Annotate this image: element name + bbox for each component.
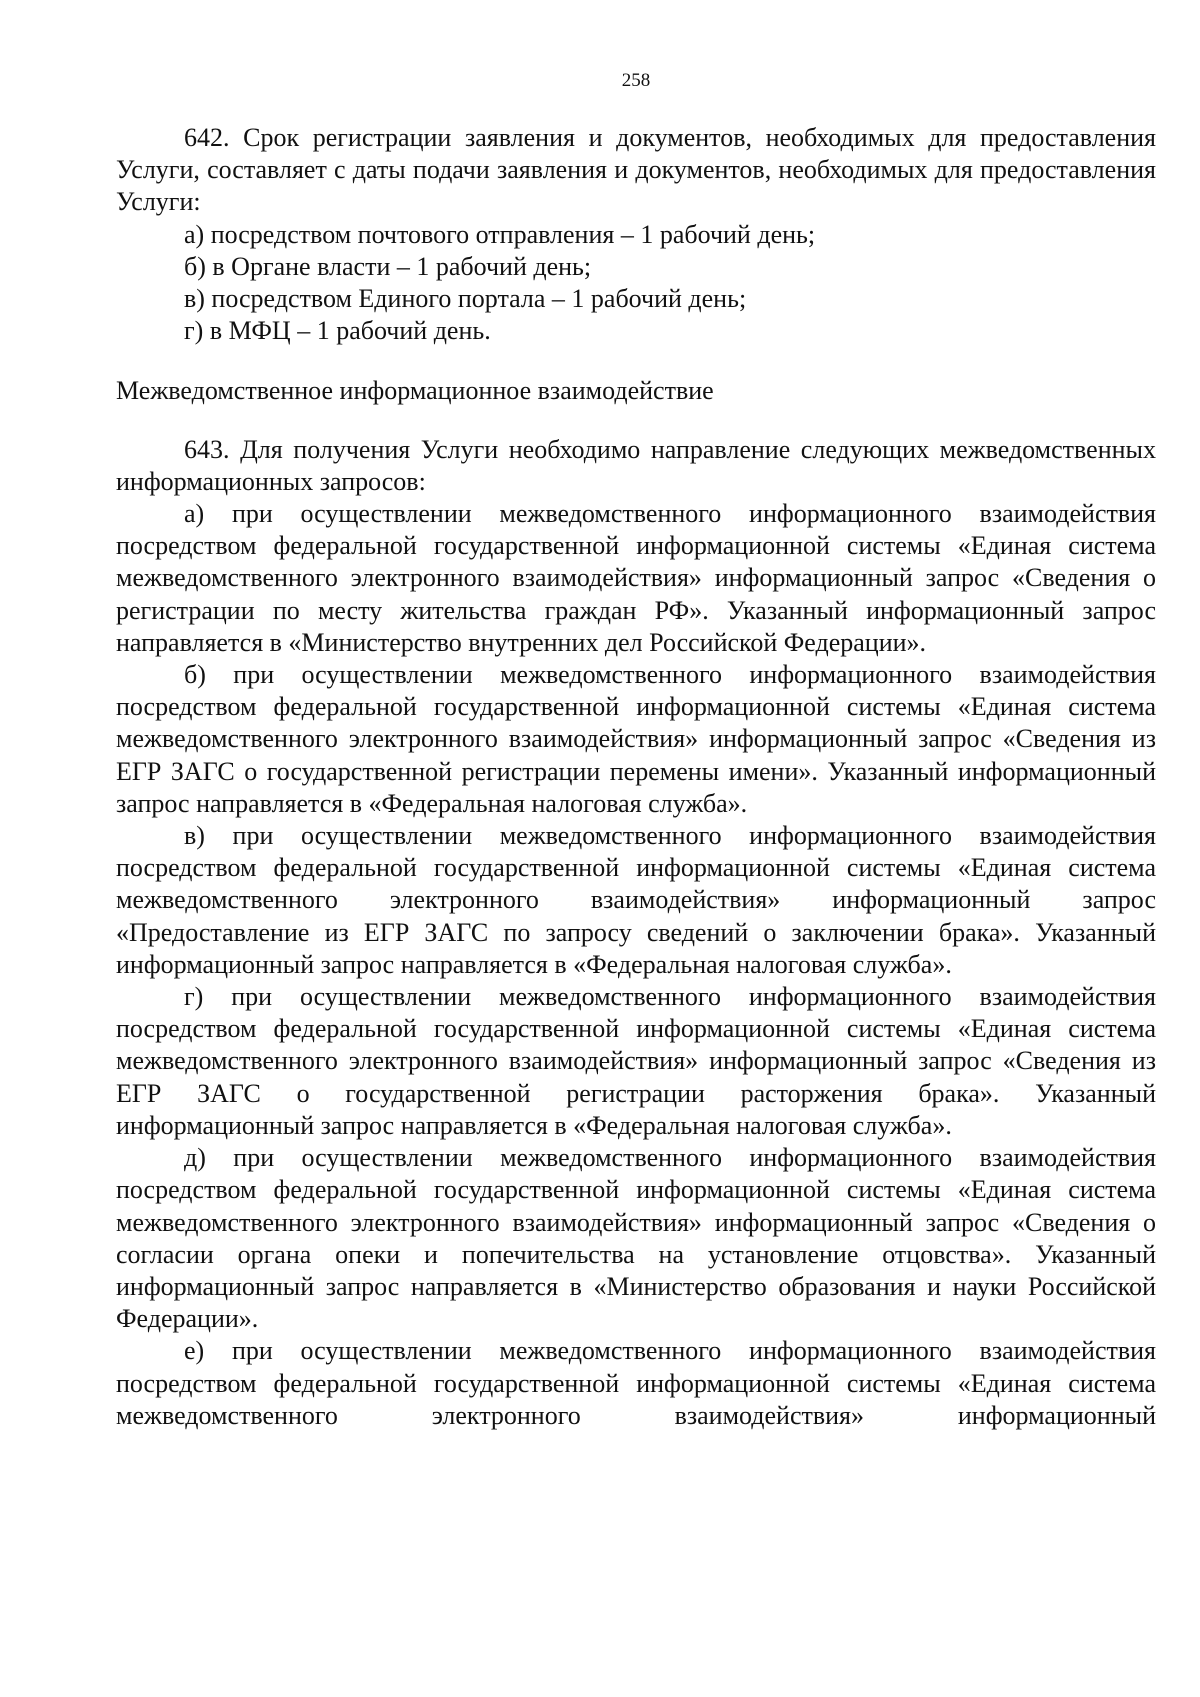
list-item-643-b: б) при осуществлении межведомственного информационного взаимодействия посредством федеральной государственной информационной системы «Единая система межведомственного электронного взаимодействия» информационный запрос «Сведения из ЕГР ЗАГС о государственной регистрации перемены имени». Указанный информационный запрос направляется в «Федеральная налоговая служба». [116, 660, 1156, 818]
paragraph-642: 642. Срок регистрации заявления и документов, необходимых для предоставления Услуги, составляет с даты подачи заявления и документов, необходимых для предоставления Услуги: [116, 123, 1156, 217]
list-item-642-a: а) посредством почтового отправления – 1 рабочий день; [184, 219, 816, 249]
paragraph-643: 643. Для получения Услуги необходимо направление следующих межведомственных информационных запросов: [116, 434, 1156, 496]
list-item-642-g: г) в МФЦ – 1 рабочий день. [184, 316, 491, 346]
list-item-643-g: г) при осуществлении межведомственного информационного взаимодействия посредством федеральной государственной информационной системы «Единая система межведомственного электронного взаимодействия» информационный запрос «Сведения из ЕГР ЗАГС о государственной регистрации расторжения брака». Указанный информационный запрос направляется в «Федеральная налоговая служба». [116, 982, 1156, 1140]
list-item-643-a: а) при осуществлении межведомственного информационного взаимодействия посредством федеральной государственной информационной системы «Единая система межведомственного электронного взаимодействия» информационный запрос «Сведения о регистрации по месту жительства граждан РФ». Указанный информационный запрос направляется в «Министерство внутренних дел Российской Федерации». [116, 499, 1156, 657]
list-item-642-b: б) в Органе власти – 1 рабочий день; [184, 251, 592, 281]
list-item-643-e: е) при осуществлении межведомственного информационного взаимодействия посредством федеральной государственной информационной системы «Единая система межведомственного электронного взаимодействия» информационный [116, 1336, 1156, 1430]
list-item-643-v: в) при осуществлении межведомственного информационного взаимодействия посредством федеральной государственной информационной системы «Единая система межведомственного электронного взаимодействия» информационный запрос «Предоставление из ЕГР ЗАГС по запросу сведений о заключении брака». Указанный информационный запрос направляется в «Федеральная налоговая служба». [116, 821, 1156, 979]
list-item-643-d: д) при осуществлении межведомственного информационного взаимодействия посредством федеральной государственной информационной системы «Единая система межведомственного электронного взаимодействия» информационный запрос «Сведения о согласии органа опеки и попечительства на установление отцовства». Указанный информационный запрос направляется в «Министерство образования и науки Российской Федерации». [116, 1143, 1156, 1334]
document-body [116, 122, 1156, 1432]
section-heading: Межведомственное информационное взаимодействие [116, 376, 714, 406]
page-number: 258 [621, 70, 651, 91]
list-item-642-v: в) посредством Единого портала – 1 рабочий день; [184, 284, 747, 314]
